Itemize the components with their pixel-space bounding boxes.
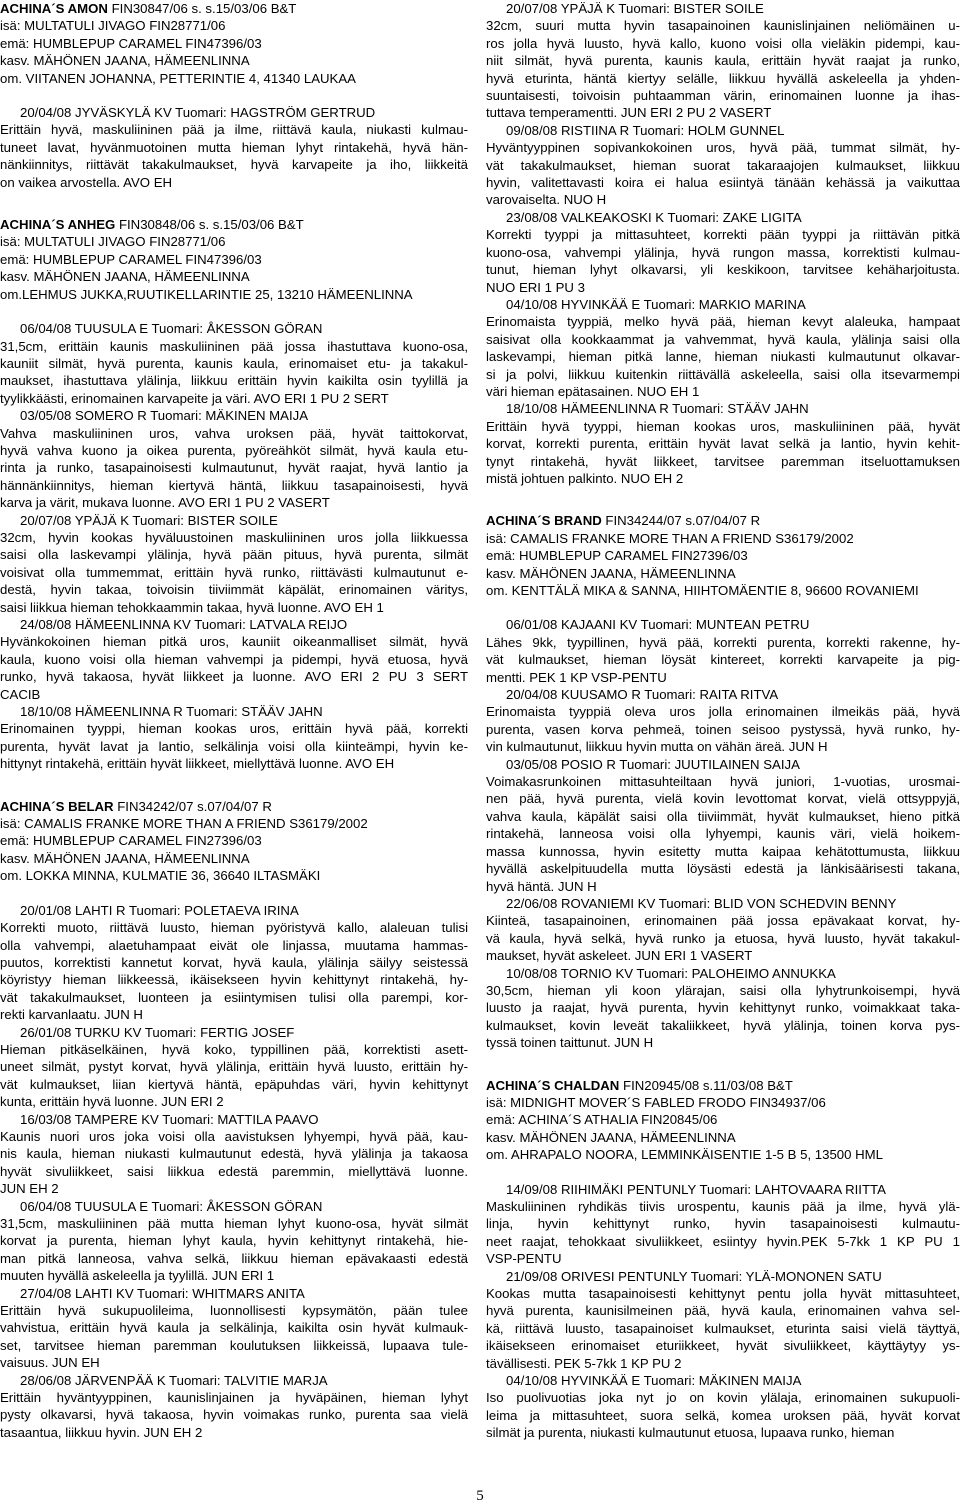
show-result-header: 28/06/08 JÄRVENPÄÄ K Tuomari: TALVITIE MARJA <box>20 1372 328 1388</box>
critique-line: kaula, kuono voisi olla hieman vahvempi ja pidempi, hyvä etuosa, hyvä <box>0 651 468 667</box>
critique-line: olla vahvempi, alaetuhampaat eivät ole linjassa, muutama hammas- <box>0 937 468 953</box>
text-line: NUO ERI 1 PU 3 <box>486 279 585 295</box>
text-line: saisi liikkua hieman tehokkaammin takaa, hyvä luonne. AVO EH 1 <box>0 599 384 615</box>
text-line: tasaantua, liikkuu hyvin. JUN EH 2 <box>0 1424 203 1440</box>
critique-line: leima ja mittasuhteet, suora selkä, komea uroksen pää, hyvät korvat <box>486 1407 960 1423</box>
critique-line: Voimakasrunkoinen mittasuhteiltaan hyvä juniori, 1-vuotias, urosmai- <box>486 774 960 790</box>
text-line: om. KENTTÄLÄ MIKA & SANNA, HIIHTOMÄENTIE 8, 96600 ROVANIEMI <box>486 583 919 598</box>
text-line: JUN EH 2 <box>0 1181 59 1197</box>
show-result-header: 20/01/08 LAHTI R Tuomari: POLETAEVA IRINA <box>20 902 299 918</box>
critique-line: voisivat olla tummemmat, erittäin hyvä runko, riittävästi kulmautunut e- <box>0 564 468 580</box>
left-column <box>0 0 468 1441</box>
spacer <box>486 1164 960 1181</box>
text-line: karva ja värit, mukava luonne. AVO ERI 1 PU 2 VASERT <box>0 495 330 511</box>
critique-line: Vahva maskuliininen uros, vahva uroksen pää, hyvät taittokorvat, <box>0 425 468 441</box>
critique-line: Erinomainen tyyppi, hieman kookas uros, erittäin hyvä pää, korrekti <box>0 721 468 737</box>
spacer <box>486 1052 960 1077</box>
critique-line: laskevampi, hieman pitkä lanne, hieman niukasti kulmautunut olkavar- <box>486 349 960 365</box>
critique-line: pysty olkavarsi, hyvä takaosa, hyvin voimakas runko, purenta saa vielä <box>0 1407 468 1423</box>
registration-info: FIN20945/08 s.11/03/08 B&T <box>619 1077 793 1093</box>
text-line: isä: CAMALIS FRANKE MORE THAN A FRIEND S36179/2002 <box>486 530 854 546</box>
critique-line: Erittäin hyvä, maskuliininen pää ja ilme, riittävä kaula, niukasti kulmau- <box>0 122 468 138</box>
text-line: om. LOKKA MINNA, KULMATIE 36, 36640 ILTASMÄKI <box>0 868 321 884</box>
text-line: vin kulmautunut, liikkuu hyvin mutta on vähän äreä. JUN H <box>486 739 828 755</box>
critique-line: runko, hyvä takaosa, hyvät liikkeet ja luonne. AVO ERI 2 PU 3 SERT <box>0 669 468 685</box>
show-result-header: 03/05/08 POSIO R Tuomari: JUUTILAINEN SAIJA <box>506 756 800 772</box>
critique-line: ikäisekseen erinomaiset eturiikkeet, hyvät sivuliikkeet, käyttäytyy ys- <box>486 1338 960 1354</box>
critique-line: purenta, vasen korva pehmeä, toinen seisoo pystyssä, hyvä runko, hy- <box>486 721 960 737</box>
text-line: mentti. PEK 1 KP VSP-PENTU <box>486 669 667 685</box>
dog-name: ACHINA´S ANHEG <box>0 217 116 233</box>
text-line: kunta, erittäin hyvä luonne. JUN ERI 2 <box>0 1094 224 1110</box>
critique-line: Erinomaista tyyppiä oleva uros jolla erinomainen ilmeikäs pää, hyvä <box>486 704 960 720</box>
critique-line: Erittäin hyvä tyyppi, hieman kookas uros, maskuliininen pää, hyvät <box>486 418 960 434</box>
text-line: VSP-PENTU <box>486 1251 562 1267</box>
text-line: maukset, hyvät askeleet. JUN ERI 1 VASERT <box>486 948 753 964</box>
critique-line: nis kaula, hieman niukasti kulmautunut edestä, hyvä ylälinja ja takaosa <box>0 1146 468 1162</box>
critique-line: neet raajat, tehokkaat sivuliikkeet, esiintyy hyvin.PEK 5-7kk 1 KP PU 1 <box>486 1233 960 1249</box>
entry-header <box>486 512 960 529</box>
text-line: emä: ACHINA´S ATHALIA FIN20845/06 <box>486 1112 718 1128</box>
critique-line: korvat, korrekti purenta, erittäin hyvät lavat selkä ja lantio, hyvin kehit- <box>486 436 960 452</box>
critique-line: Kookas mutta tasapainoisesti kehittynyt pentu jolla hyvät mittasuhteet, <box>486 1286 960 1302</box>
show-result-header: 20/04/08 KUUSAMO R Tuomari: RAITA RITVA <box>506 687 779 703</box>
show-result-header: 03/05/08 SOMERO R Tuomari: MÄKINEN MAIJA <box>20 408 309 424</box>
text-line: väri hieman epätasainen. NUO EH 1 <box>486 383 700 399</box>
show-result-header: 06/04/08 TUUSULA E Tuomari: ÅKESSON GÖRAN <box>20 321 323 337</box>
critique-line: hyvällä askelpituudella mutta löysästi edestä ja länkisäärisesti takana, <box>486 861 960 877</box>
critique-line: saisi olla laskevampi ylälinja, hyvä pään pituus, hyvä purenta, silmät <box>0 547 468 563</box>
text-line: vaisuus. JUN EH <box>0 1355 100 1371</box>
spacer <box>0 885 468 902</box>
spacer <box>0 773 468 798</box>
critique-line: vät takakulmaukset, hieman suorat takaraajojen kulmaukset, liikkuu <box>486 157 960 173</box>
show-result-header: 27/04/08 LAHTI KV Tuomari: WHITMARS ANITA <box>20 1285 305 1301</box>
critique-line: vahvistua, erittäin hyvä kaula ja selkälinja, kaikilta osin hyvät kulmauk- <box>0 1320 468 1336</box>
critique-line: tunut, hieman lyhyt olkavarsi, yli keskikoon, tarvitsee kehäharjoitusta. <box>486 262 960 278</box>
critique-line: Erinomaista tyyppiä, melko hyvä pää, hieman kevyt alaleuka, hampaat <box>486 314 960 330</box>
text-line: kasv. MÄHÖNEN JAANA, HÄMEENLINNA <box>0 53 250 69</box>
text-line: kasv. MÄHÖNEN JAANA, HÄMEENLINNA <box>0 269 250 285</box>
critique-line: rinta ja runko, tasapainoisesti kulmautunut, hyvät raajat, hyvä lantio ja <box>0 460 468 476</box>
critique-line: Erittäin hyväntyyppinen, kaunislinjainen ja hyväpäinen, hieman lyhyt <box>0 1390 468 1406</box>
text-line: mistä johtuen palkinto. NUO EH 2 <box>486 470 684 486</box>
critique-line: hyvä vahva kuono ja oikea purenta, pyöreähköt silmät, hyvä kaula etu- <box>0 442 468 458</box>
text-line: isä: MIDNIGHT MOVER´S FABLED FRODO FIN34937/06 <box>486 1094 826 1110</box>
show-result-header: 04/10/08 HYVINKÄÄ E Tuomari: MÄKINEN MAIJA <box>506 1373 802 1389</box>
critique-line: 31,5cm, erittäin kaunis maskuliininen pää jossa ihastuttava kuono-osa, <box>0 338 468 354</box>
critique-line: vahva kaula, käpälät saisi olla tiiviimmät, hyvät kulmaukset, hieno pitkä <box>486 808 960 824</box>
critique-line: ros jolla hyvä luusto, hyvä kallo, kuono voisi olla vieläkin pidempi, kau- <box>486 35 960 51</box>
show-result-header: 20/04/08 JYVÄSKYLÄ KV Tuomari: HAGSTRÖM GERTRUD <box>20 105 376 121</box>
text-line: isä: CAMALIS FRANKE MORE THAN A FRIEND S36179/2002 <box>0 816 368 832</box>
show-result-header: 09/08/08 RISTIINA R Tuomari: HOLM GUNNEL <box>506 122 785 138</box>
text-line: tyssä toinen taittunut. JUN H <box>486 1035 654 1051</box>
critique-line: suuntaisesti, toivoisin puhtaamman värin, erinomainen luonne ja ihas- <box>486 88 960 104</box>
critique-line: Kaunis nuori uros joka voisi olla aavistuksen lyhyempi, hyvä pää, kau- <box>0 1128 468 1144</box>
show-result-header: 26/01/08 TURKU KV Tuomari: FERTIG JOSEF <box>20 1024 295 1040</box>
critique-line: 30,5cm, hieman yli koon ylärajan, saisi olla lyhytrunkoisempi, hyvä <box>486 982 960 998</box>
show-result-header: 16/03/08 TAMPERE KV Tuomari: MATTILA PAAVO <box>20 1111 319 1127</box>
critique-line: hyvät sivuliikkeet, saisi liikkua edestä paremmin, miellyttävä luonne. <box>0 1163 468 1179</box>
show-result-header: 06/04/08 TUUSULA E Tuomari: ÅKESSON GÖRAN <box>20 1198 323 1214</box>
critique-line: purenta, hyvät lavat ja lantio, selkälinja voisi olla kiinteämpi, hyvin ke- <box>0 738 468 754</box>
right-column <box>486 0 960 1442</box>
text-line: tävällisesti. PEK 5-7kk 1 KP PU 2 <box>486 1355 682 1371</box>
show-result-header: 23/08/08 VALKEAKOSKI K Tuomari: ZAKE LIGITA <box>506 209 802 225</box>
critique-line: Hyväntyyppinen sopivankokoinen uros, hyvä pää, tummat silmät, hy- <box>486 140 960 156</box>
page-number: 5 <box>476 1488 484 1504</box>
critique-line: nänkiinnitys, riittävät takakulmaukset, hyvä karvapeite ja iho, liikkeitä <box>0 157 468 173</box>
critique-line: 32cm, hyvin kookas hyväluustoinen maskuliininen uros jolla liikkuessa <box>0 529 468 545</box>
text-line: hyvä häntä. JUN H <box>486 878 597 894</box>
critique-line: tynyt rintakehä, hyvät liikkeet, tarvitsee paremman itseluottamuksen <box>486 453 960 469</box>
critique-line: nen pää, hyvä purenta, vielä kovin levottomat korvat, vielä ottsyppyjä, <box>486 791 960 807</box>
critique-line: Iso puolivuotias joka nyt jo on kovin ylälaja, erinomainen sukupuoli- <box>486 1390 960 1406</box>
critique-line: kuono-osa, vahvempi ylälinja, hyvä rungon massa, korrektisti kulmau- <box>486 244 960 260</box>
critique-line: kä, riittävä luusto, tasapainoiset kulmaukset, eturinta saisi vielä täyttyä, <box>486 1320 960 1336</box>
text-line: varovaiselta. NUO H <box>486 192 607 208</box>
text-line: om. VIITANEN JOHANNA, PETTERINTIE 4, 41340 LAUKAA <box>0 70 356 86</box>
spacer <box>0 303 468 320</box>
show-result-header: 04/10/08 HYVINKÄÄ E Tuomari: MARKIO MARINA <box>506 296 806 312</box>
critique-line: set, tarvitsee hieman paremman koulutuksen liikkeissä, lupaava tule- <box>0 1337 468 1353</box>
text-line: hittynyt rintakehä, erittäin hyvät liikkeet, miellyttävä luonne. AVO EH <box>0 756 395 772</box>
critique-line: 31,5cm, maskuliininen pää mutta hieman lyhyt kuono-osa, hyvät silmät <box>0 1216 468 1231</box>
spacer <box>0 191 468 216</box>
critique-line: kauniit silmät, hyvä purenta, kaunis kaula, erinomaiset etu- ja takakul- <box>0 355 468 371</box>
critique-line: vät kulmaukset, hieman löysät kintereet, korrekti karvapeite ja pig- <box>486 652 960 668</box>
show-result-header: 20/07/08 YPÄJÄ K Tuomari: BISTER SOILE <box>20 512 278 528</box>
critique-line: vä kaula, hyvä selkä, hyvä runko ja etuosa, hyvä luusto, hyvät takakul- <box>486 930 960 946</box>
critique-line: Hieman pitkäselkäinen, hyvä koko, typpillinen pää, korrektisti asett- <box>0 1041 468 1057</box>
registration-info: FIN34242/07 s.07/04/07 R <box>113 798 272 814</box>
critique-line: köyristyy hieman liikkeessä, ikäisekseen hyvin kehittynyt rintakehä, hy- <box>0 972 468 988</box>
dog-name: ACHINA´S CHALDAN <box>486 1077 620 1093</box>
critique-line: rintakehä, lanneosa voisi olla lyhyempi, kaunis väri, vielä hoikem- <box>486 826 960 842</box>
text-line: isä: MULTATULI JIVAGO FIN28771/06 <box>0 18 226 34</box>
critique-line: 32cm, suuri mutta hyvin tasapainoinen kaunislinjainen neliömäinen u- <box>486 18 960 34</box>
text-line: om. AHRAPALO NOORA, LEMMINKÄISENTIE 1-5 B 5, 13500 HML <box>486 1147 883 1163</box>
show-result-header: 18/10/08 HÄMEENLINNA R Tuomari: STÄÄV JAHN <box>506 401 809 417</box>
text-line: emä: HUMBLEPUP CARAMEL FIN47396/03 <box>0 35 262 51</box>
text-line: kasv. MÄHÖNEN JAANA, HÄMEENLINNA <box>486 565 736 581</box>
critique-line: luusto ja raajat, hyvä purenta, hyvin kehittynyt runko, voimakkaat taka- <box>486 1000 960 1016</box>
critique-line: man pitkä lanneosa, vahva selkä, liikkuu hieman epävakaasti edestä <box>0 1250 468 1266</box>
show-result-header: 21/09/08 ORIVESI PENTUNLY Tuomari: YLÄ-MONONEN SATU <box>506 1268 882 1284</box>
critique-line: vät takakulmaukset, luonteen ja esiintymisen tulisi olla parempi, kor- <box>0 989 468 1005</box>
spacer <box>0 87 468 104</box>
show-result-header: 20/07/08 YPÄJÄ K Tuomari: BISTER SOILE <box>506 1 764 16</box>
entry-header <box>486 1077 960 1094</box>
text-line: on vaikea arvostella. AVO EH <box>0 174 173 190</box>
critique-line: Erittäin hyvä sukupuolileima, luonnollisesti kypsymätön, pään tulee <box>0 1303 468 1319</box>
critique-line: maukset, ihastuttava ylälinja, liikkuu erittäin hyvin kaikilta osin tyylillä ja <box>0 373 468 389</box>
critique-line: puutos, korrektisti kannetut korvat, hyvä kaula, ylälinja säilyy seistessä <box>0 954 468 970</box>
text-line: kasv. MÄHÖNEN JAANA, HÄMEENLINNA <box>0 850 250 866</box>
show-result-header: 22/06/08 ROVANIEMI KV Tuomari: BLID VON SCHEDVIN BENNY <box>506 895 897 911</box>
registration-info: FIN30848/06 s. s.15/03/06 B&T <box>115 217 304 233</box>
text-line: tyylikkäästi, erinomainen karvapeite ja väri. AVO ERI 1 PU 2 SERT <box>0 390 389 406</box>
show-result-header: 18/10/08 HÄMEENLINNA R Tuomari: STÄÄV JAHN <box>20 704 323 720</box>
critique-line: Kiinteä, tasapainoinen, erinomainen pää jossa epävakaat korvat, hy- <box>486 913 960 929</box>
text-line: silmät ja purenta, niukasti kulmautunut etuosa, lupaava runko, hieman <box>486 1425 895 1441</box>
text-line: emä: HUMBLEPUP CARAMEL FIN27396/03 <box>486 548 748 564</box>
text-line: kasv. MÄHÖNEN JAANA, HÄMEENLINNA <box>486 1129 736 1145</box>
critique-line: Korrekti muoto, riittävä luusto, hieman pyöristyvä kallo, alaleuan tulisi <box>0 920 468 936</box>
critique-line: hyvä eturinta, häntä kiertyy selälle, liikkuu hyvällä askeleella ja yhden- <box>486 70 960 86</box>
critique-line: hyvä purenta, kaunisilmeinen pää, hyvä kaula, erinomainen vahva sel- <box>486 1303 960 1319</box>
dog-name: ACHINA´S BRAND <box>486 513 602 529</box>
critique-line: korvat ja purenta, hieman lyhyt kaula, hyvin kehittynyt rintakehä, hie- <box>0 1233 468 1249</box>
critique-line: Korrekti tyyppi ja mittasuhteet, korrekti pään tyyppi ja riittävän pitkä <box>486 227 960 243</box>
text-line: rekti karvanlaatu. JUN H <box>0 1007 143 1023</box>
text-line: tuttava temperamentti. JUN ERI 2 PU 2 VASERT <box>486 105 772 121</box>
critique-line: hyvin, valitettavasti koira ei halua esiintyä tänään kehässä ja vaikuttaa <box>486 175 960 191</box>
critique-line: kulmaukset, kovin leveät takaliikkeet, hyvä ylälinja, toinen korva pys- <box>486 1017 960 1033</box>
entry-header <box>0 798 468 815</box>
entry-header <box>0 0 468 17</box>
registration-info: FIN34244/07 s.07/04/07 R <box>601 513 761 529</box>
critique-line: destä, hyvin takaa, toivoisin tiiviimmät käpälät, erinomainen väritys, <box>0 582 468 598</box>
critique-line: uneet silmät, pystyt korvat, hyvä ylälinja, erittäin hyvä luusto, erittäin hy- <box>0 1059 468 1075</box>
entry-header <box>0 216 468 233</box>
text-line: CACIB <box>0 686 41 702</box>
critique-line: massa kunnossa, hyvin esitetty mutta kaipaa kehätottumusta, liikkuu <box>486 843 960 859</box>
critique-line: niit silmät, hyvä purenta, kaunis kaula, erittäin hyvät raajat ja runko, <box>486 53 960 69</box>
show-result-header: 14/09/08 RIIHIMÄKI PENTUNLY Tuomari: LAHTOVAARA RIITTA <box>506 1181 886 1197</box>
text-line: muuten hyvällä askeleella ja tyylillä. JUN ERI 1 <box>0 1268 275 1284</box>
text-line: emä: HUMBLEPUP CARAMEL FIN27396/03 <box>0 833 262 849</box>
critique-line: Lähes 9kk, tyypillinen, hyvä pää, korrekti purenta, korrekti rakenne, hy- <box>486 634 960 650</box>
show-result-header: 24/08/08 HÄMEENLINNA KV Tuomari: LATVALA REIJO <box>20 617 348 632</box>
critique-line: si ja polvi, liikkuu kuitenkin riittävällä askeleella, saisi olla itsevarmempi <box>486 366 960 382</box>
critique-line: saisivat olla kookkaammat ja vahvemmat, hyvä kaula, ylälinja saisi olla <box>486 331 960 347</box>
critique-line: linja, hyvin kehittynyt runko, hyvin tasapainoisesti kulmautu- <box>486 1216 960 1232</box>
spacer <box>486 487 960 512</box>
dog-name: ACHINA´S AMON <box>0 1 108 16</box>
spacer <box>486 599 960 616</box>
critique-line: hännänkiinnitys, hieman kiertyvä häntä, liikkuu tasapainoisesti, hyvä <box>0 477 468 493</box>
dog-name: ACHINA´S BELAR <box>0 798 114 814</box>
show-result-header: 10/08/08 TORNIO KV Tuomari: PALOHEIMO ANNUKKA <box>506 965 836 981</box>
critique-line: vät kulmaukset, liian kiertyvä häntä, epäpuhdas väri, hyvin kehittynyt <box>0 1076 468 1092</box>
critique-line: Hyvänkokoinen hieman pitkä uros, kauniit oikeanmalliset silmät, hyvä <box>0 634 468 650</box>
critique-line: tuneet lavat, hyvänmuotoinen mutta hieman lyhyt rintakehä, hyvä hän- <box>0 139 468 155</box>
show-result-header: 06/01/08 KAJAANI KV Tuomari: MUNTEAN PETRU <box>506 617 810 633</box>
registration-info: FIN30847/06 s. s.15/03/06 B&T <box>107 1 297 16</box>
text-line: emä: HUMBLEPUP CARAMEL FIN47396/03 <box>0 251 262 267</box>
text-line: om.LEHMUS JUKKA,RUUTIKELLARINTIE 25, 13210 HÄMEENLINNA <box>0 286 413 302</box>
text-line: isä: MULTATULI JIVAGO FIN28771/06 <box>0 234 226 250</box>
critique-line: Maskuliininen ryhdikäs tiivis urospentu, kaunis pää ja ilme, hyvä ylä- <box>486 1199 960 1214</box>
